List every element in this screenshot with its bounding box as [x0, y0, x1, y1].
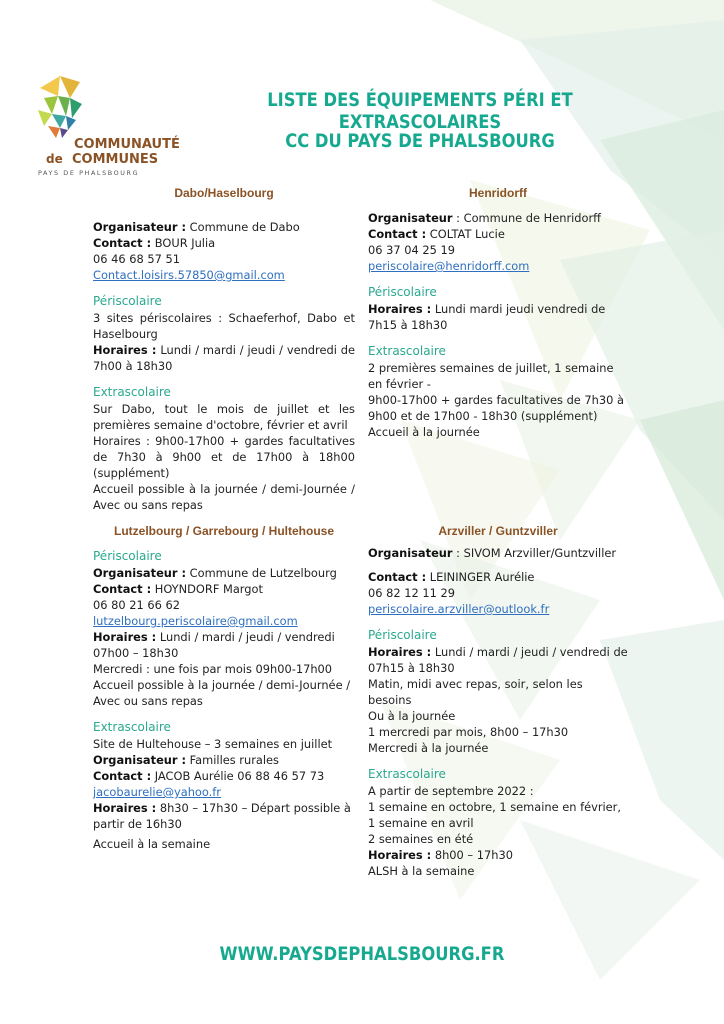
- periscolaire-title: Périscolaire: [368, 285, 437, 299]
- contact-label: Contact :: [93, 582, 152, 596]
- org-label: Organisateur :: [93, 753, 187, 767]
- org-label: Organisateur: [368, 211, 453, 225]
- meals-info: Matin, midi avec repas, soir, selon les besoins: [368, 677, 583, 707]
- hours-range: 07h00 – 18h30: [93, 646, 179, 660]
- phone-number: 06 37 04 25 19: [368, 243, 455, 257]
- extrascolaire-summer: 2 semaines en été: [368, 832, 474, 846]
- phone-number: 06 82 12 11 29: [368, 586, 455, 600]
- wednesday-info-2: Mercredi à la journée: [368, 741, 489, 755]
- extrascolaire-title: Extrascolaire: [368, 767, 446, 781]
- contact-label: Contact :: [368, 570, 427, 584]
- email-link[interactable]: lutzelbourg.periscolaire@gmail.com: [93, 614, 298, 628]
- logo-text-line1: COMMUNAUTÉ: [74, 137, 180, 152]
- hours-label: Horaires :: [93, 801, 157, 815]
- extrascolaire-hours: Horaires : 9h00-17h00 + gardes facultatives de 7h30 à 9h00 et de 17h00 à 18h00 (supplément): [93, 434, 355, 480]
- email-link[interactable]: periscolaire@henridorff.com: [368, 259, 530, 273]
- wednesday-info: 1 mercredi par mois, 8h00 – 17h30: [368, 725, 569, 739]
- extrascolaire-site: Site de Hultehouse – 3 semaines en juillet: [93, 737, 333, 751]
- logo-text-de: de: [46, 152, 63, 166]
- page-title: LISTE DES ÉQUIPEMENTS PÉRI ET EXTRASCOLAIRES: [267, 89, 573, 133]
- section-lutzelbourg: [93, 538, 355, 852]
- extrascolaire-title: Extrascolaire: [93, 720, 171, 734]
- accueil-info: Accueil à la semaine: [93, 837, 211, 851]
- extrascolaire-period: 2 premières semaines de juillet, 1 semaine en février -: [368, 361, 614, 391]
- contact-label: Contact :: [368, 227, 427, 241]
- periscolaire-title: Périscolaire: [93, 294, 162, 308]
- extrascolaire-period: Sur Dabo, tout le mois de juillet et les premières semaine d'octobre, février et avril: [93, 402, 355, 432]
- contact-value: LEININGER Aurélie: [426, 570, 535, 584]
- org-value: Commune de Lutzelbourg: [186, 566, 337, 580]
- extrascolaire-title: Extrascolaire: [93, 385, 171, 399]
- logo: [30, 68, 190, 180]
- contact-label: Contact :: [93, 769, 152, 783]
- phone-number: 06 80 21 66 62: [93, 598, 180, 612]
- periscolaire-sites: 3 sites périscolaires : Schaeferhof, Dabo et Haselbourg: [93, 311, 355, 341]
- contact-value: HOYNDORF Margot: [151, 582, 263, 596]
- email-link[interactable]: periscolaire.arzviller@outlook.fr: [368, 602, 550, 616]
- hours-value: Lundi / mardi / jeudi / vendredi de 07h15 à 18h30: [368, 645, 628, 675]
- org-value: Commune de Dabo: [186, 220, 300, 234]
- section-henridorff: [368, 210, 628, 440]
- extrascolaire-accueil: Accueil possible à la journée / demi-Journée / Avec ou sans repas: [93, 482, 355, 512]
- org-label: Organisateur :: [93, 566, 187, 580]
- hours-label: Horaires :: [93, 343, 157, 357]
- logo-mosaic-icon: [38, 76, 82, 138]
- contact-label: Contact :: [93, 236, 152, 250]
- section-heading-henridorff: Henridorff: [469, 186, 527, 200]
- alsh-info: ALSH à la semaine: [368, 864, 475, 878]
- page-subtitle: CC DU PAYS DE PHALSBOURG: [285, 130, 555, 152]
- hours-value: Lundi mardi jeudi vendredi de 7h15 à 18h30: [368, 302, 606, 332]
- section-heading-dabo: Dabo/Haselbourg: [174, 186, 274, 200]
- contact-value: JACOB Aurélie 06 88 46 57 73: [151, 769, 325, 783]
- hours-value: Lundi / mardi / jeudi / vendredi: [156, 630, 335, 644]
- day-info: Ou à la journée: [368, 709, 456, 723]
- section-heading-arzviller: Arzviller / Guntzviller: [438, 524, 558, 538]
- org-value: Familles rurales: [186, 753, 279, 767]
- section-dabo: [93, 219, 355, 513]
- extrascolaire-weeks: 1 semaine en octobre, 1 semaine en février, 1 semaine en avril: [368, 800, 621, 830]
- hours-label: Horaires :: [368, 645, 432, 659]
- periscolaire-title: Périscolaire: [368, 628, 437, 642]
- section-heading-lutzelbourg: Lutzelbourg / Garrebourg / Hultehouse: [113, 524, 334, 538]
- org-value: : Commune de Henridorff: [452, 211, 602, 225]
- hours-value: 8h00 – 17h30: [431, 848, 513, 862]
- accueil-info: Accueil possible à la journée / demi-Journée / Avec ou sans repas: [93, 678, 351, 708]
- logo-text-line3: PAYS DE PHALSBOURG: [38, 169, 140, 177]
- contact-value: COLTAT Lucie: [426, 227, 505, 241]
- extrascolaire-hours: 9h00-17h00 + gardes facultatives de 7h30 à 9h00 et de 17h00 - 18h30 (supplément): [368, 393, 624, 423]
- phone-number: 06 46 68 57 51: [93, 252, 180, 266]
- hours-label: Horaires :: [93, 630, 157, 644]
- hours-label: Horaires :: [368, 302, 432, 316]
- wednesday-info: Mercredi : une fois par mois 09h00-17h00: [93, 662, 333, 676]
- org-label: Organisateur: [368, 546, 453, 560]
- extrascolaire-start: A partir de septembre 2022 :: [368, 784, 534, 798]
- org-value: : SIVOM Arzviller/Guntzviller: [452, 546, 617, 560]
- logo-text-line2: COMMUNES: [72, 152, 159, 167]
- periscolaire-title: Périscolaire: [93, 549, 162, 563]
- hours-value: Lundi / mardi / jeudi / vendredi de 7h00 à 18h30: [93, 343, 355, 373]
- hours-label: Horaires :: [368, 848, 432, 862]
- website-url[interactable]: WWW.PAYSDEPHALSBOURG.FR: [219, 943, 505, 965]
- email-link[interactable]: Contact.loisirs.57850@gmail.com: [93, 268, 285, 282]
- contact-value: BOUR Julia: [151, 236, 216, 250]
- extrascolaire-title: Extrascolaire: [368, 344, 446, 358]
- email-link[interactable]: jacobaurelie@yahoo.fr: [93, 785, 221, 799]
- extrascolaire-accueil: Accueil à la journée: [368, 425, 480, 439]
- hours-value: 8h30 – 17h30 – Départ possible à partir de 16h30: [93, 801, 351, 831]
- org-label: Organisateur :: [93, 220, 187, 234]
- section-arzviller: [368, 545, 628, 879]
